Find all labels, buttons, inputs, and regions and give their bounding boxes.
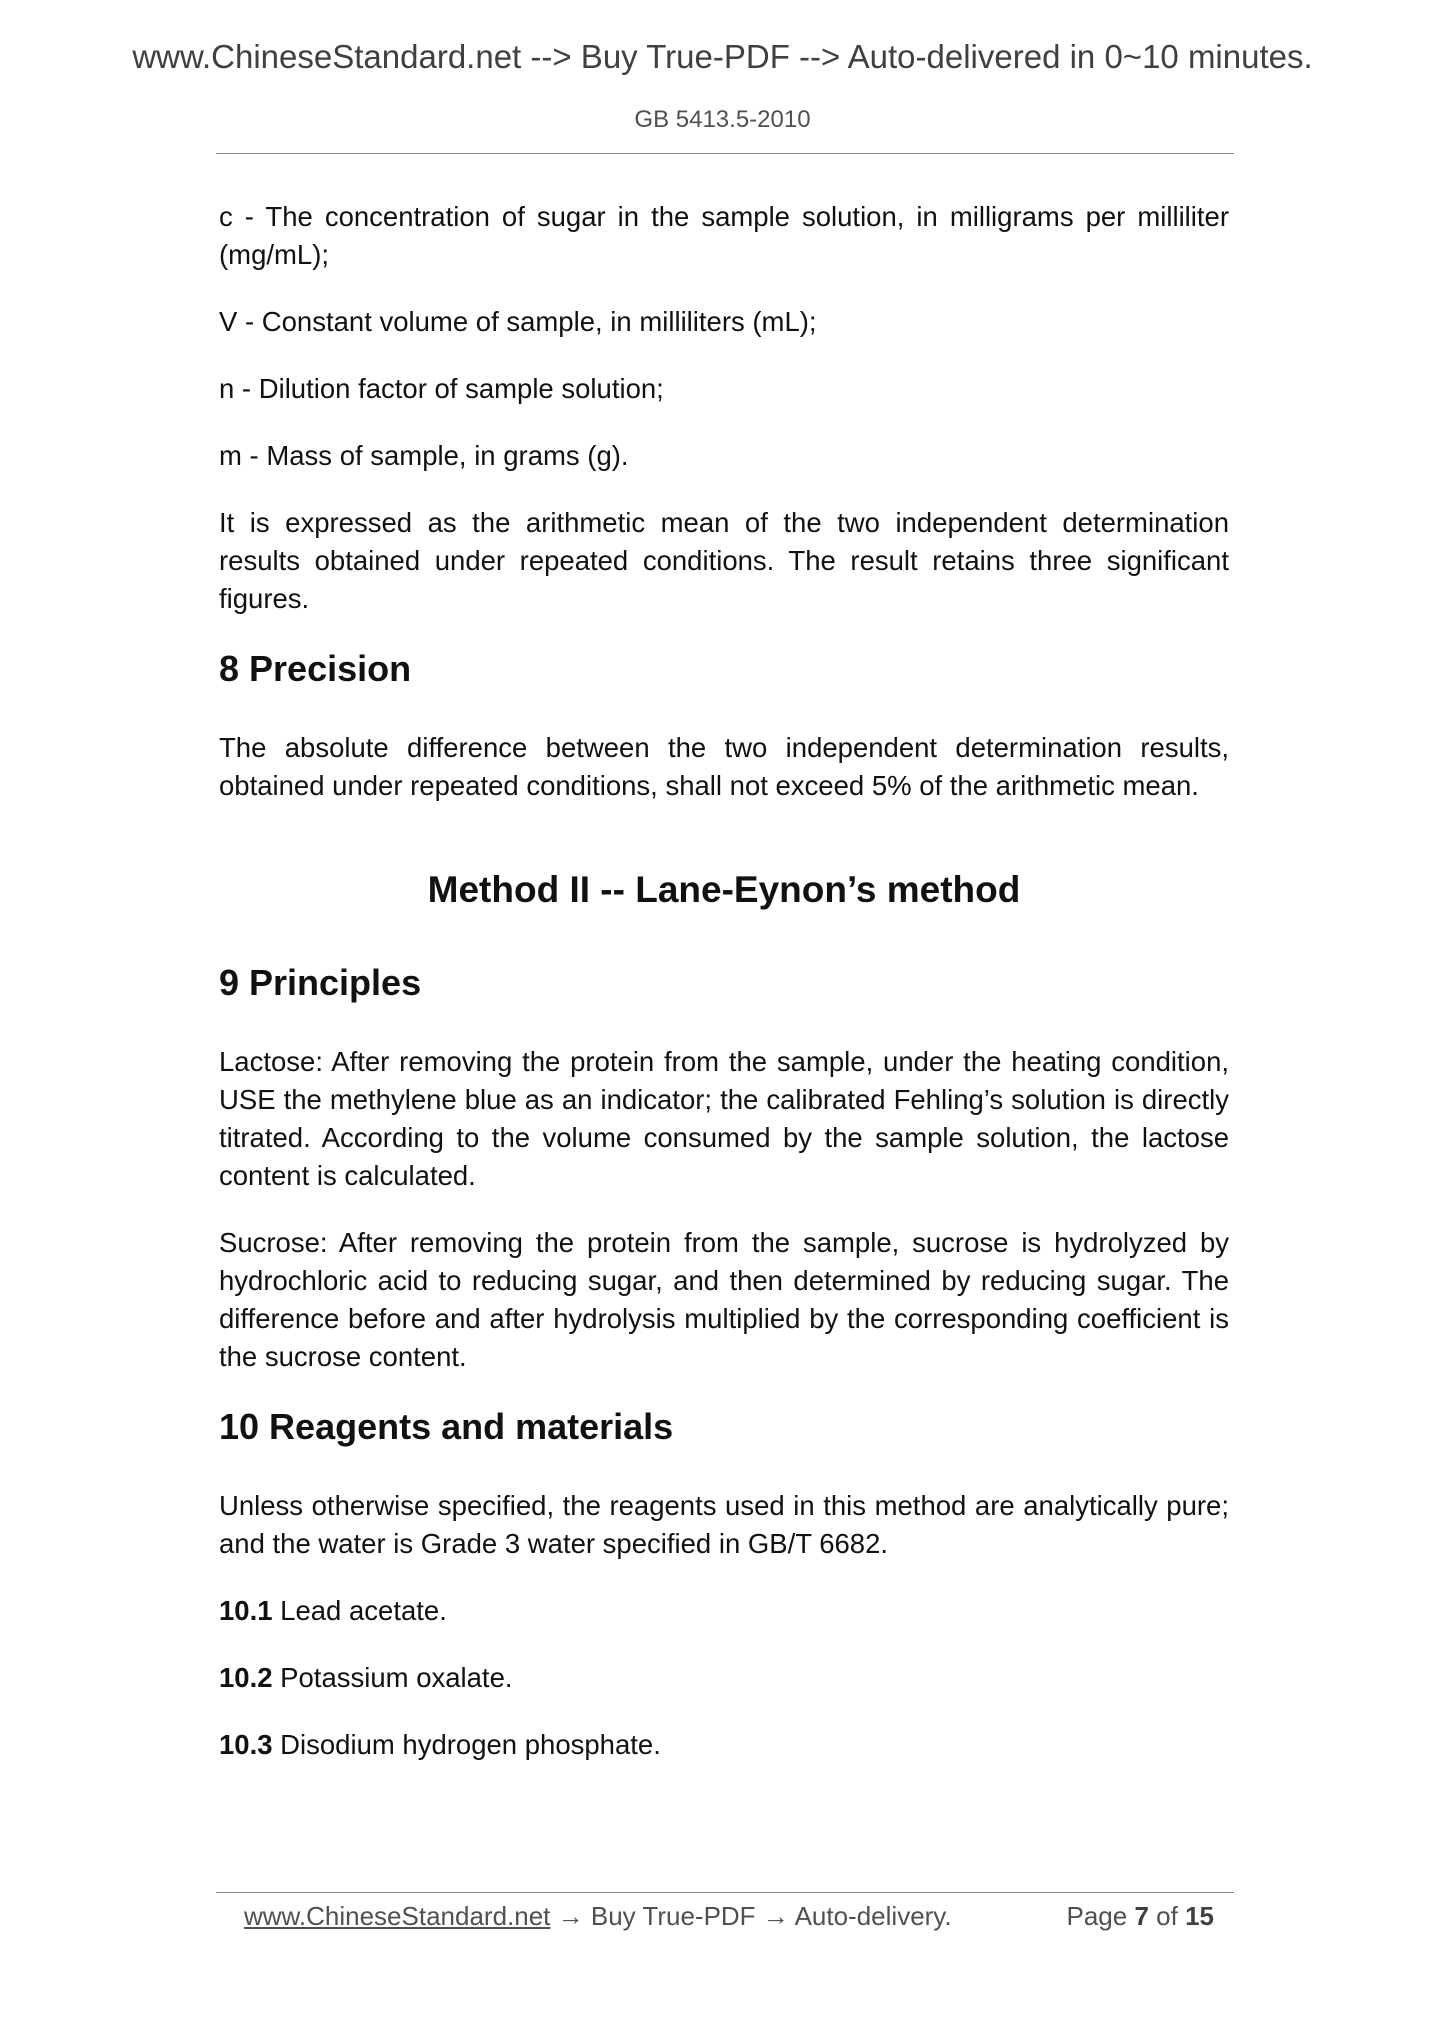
section-9-heading: 9 Principles (219, 962, 422, 1003)
page-footer (244, 1894, 1214, 1938)
clause-10-1 (219, 1592, 1229, 1630)
standard-code: GB 5413.5-2010 (634, 106, 811, 133)
clause-number: 10.3 (219, 1729, 273, 1760)
total-pages: 15 (1185, 1901, 1214, 1931)
definition-c: c - The concentration of sugar in the sample solution, in milligrams per milliliter (mg/mL); (219, 201, 1229, 270)
section-8-text: The absolute difference between the two independent determination results, obtained under repeated conditions, shall not exceed 5% of the arithmetic mean. (219, 732, 1229, 801)
header-divider (216, 153, 1234, 154)
definition-m: m - Mass of sample, in grams (g). (219, 440, 629, 471)
lactose-principle: Lactose: After removing the protein from the sample, under the heating condition, USE the methylene blue as an indicator; the calibrated Fehling’s solution is directly titrated. According to the volume consumed by the sample solution, the lactose content is calculated. (219, 1046, 1229, 1191)
clause-text: Potassium oxalate. (280, 1662, 513, 1693)
page-number: 7 (1134, 1901, 1149, 1931)
footer-link[interactable]: www.ChineseStandard.net (244, 1901, 551, 1931)
section-10-intro: Unless otherwise specified, the reagents used in this method are analytically pure; and the water is Grade 3 water specified in GB/T 6682. (219, 1490, 1229, 1559)
section-10-heading: 10 Reagents and materials (219, 1406, 674, 1447)
page-content (219, 198, 1229, 1793)
definition-n: n - Dilution factor of sample solution; (219, 373, 664, 404)
definition-v: V - Constant volume of sample, in milliliters (mL); (219, 306, 817, 337)
section-8-heading: 8 Precision (219, 648, 412, 689)
footer-text: → Buy True-PDF → Auto-delivery. (550, 1901, 952, 1931)
page-indicator (1066, 1894, 1214, 1938)
method-title: Method II -- Lane-Eynon’s method (427, 869, 1021, 910)
clause-text: Disodium hydrogen phosphate. (280, 1729, 661, 1760)
result-note: It is expressed as the arithmetic mean of the two independent determination results obtained under repeated conditions. The result retains three significant figures. (219, 507, 1229, 614)
page-label: Page (1066, 1901, 1128, 1931)
clause-number: 10.1 (219, 1595, 273, 1626)
clause-number: 10.2 (219, 1662, 273, 1693)
footer-divider (216, 1892, 1234, 1893)
clause-10-2 (219, 1659, 1229, 1697)
clause-10-3 (219, 1726, 1229, 1764)
top-banner: www.ChineseStandard.net --> Buy True-PDF --> Auto-delivered in 0~10 minutes. (132, 38, 1313, 75)
sucrose-principle: Sucrose: After removing the protein from the sample, sucrose is hydrolyzed by hydrochloric acid to reducing sugar, and then determined by reducing sugar. The difference before and after hydrolysis multiplied by the corresponding coefficient is the sucrose content. (219, 1227, 1229, 1372)
of-label: of (1156, 1901, 1178, 1931)
clause-text: Lead acetate. (280, 1595, 447, 1626)
